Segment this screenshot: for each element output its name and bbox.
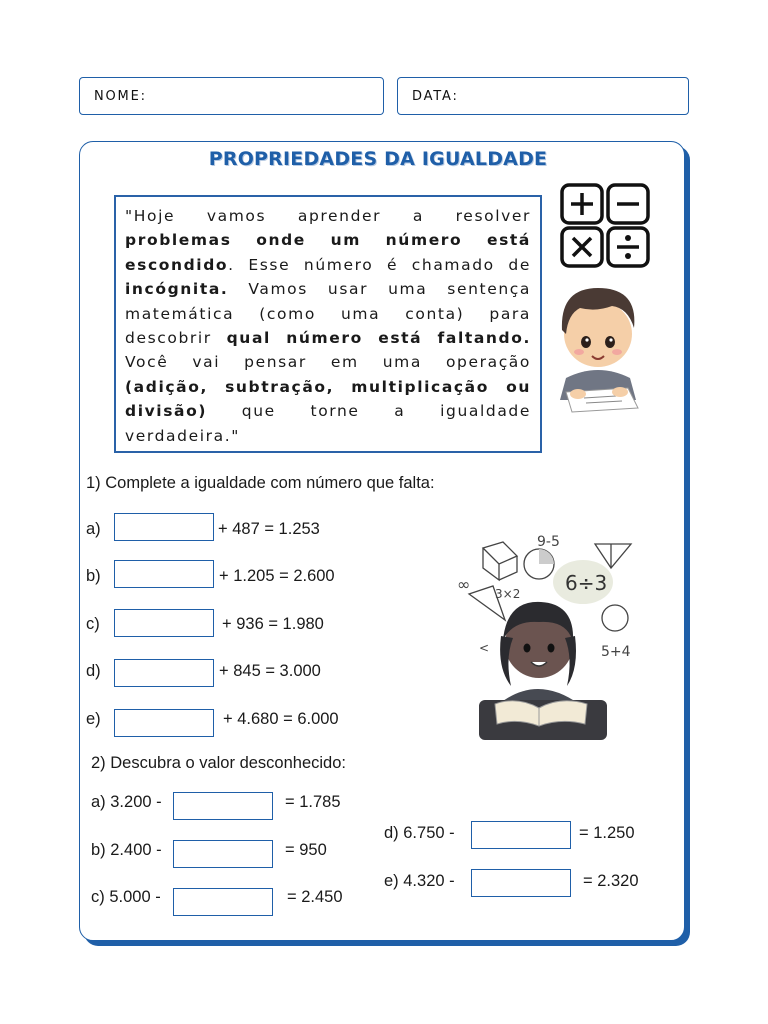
answer-2d-input[interactable] (471, 821, 571, 849)
boy-writing-illustration (552, 282, 644, 418)
answer-2a-input[interactable] (173, 792, 273, 820)
answer-2e-input[interactable] (471, 869, 571, 897)
item-1e-expression: + 4.680 = 6.000 (223, 710, 339, 728)
date-field[interactable]: DATA: (397, 77, 689, 115)
item-1d-expression: + 845 = 3.000 (219, 662, 321, 680)
girl-reading-illustration (455, 528, 641, 742)
page-title: PROPRIEDADES DA IGUALDADE (208, 148, 548, 170)
bubble-number-3: 5+4 (601, 644, 631, 660)
bubble-number-1: 9-5 (537, 534, 560, 550)
item-2c-result: = 2.450 (287, 888, 343, 906)
item-2c-prefix: c) 5.000 - (91, 888, 161, 906)
item-1c-expression: + 936 = 1.980 (222, 615, 324, 633)
item-1a-label: a) (86, 520, 101, 538)
item-1a-expression: + 487 = 1.253 (218, 520, 320, 538)
math-operations-icon (560, 183, 652, 269)
name-field[interactable]: NOME: (79, 77, 384, 115)
answer-2c-input[interactable] (173, 888, 273, 916)
question-1: 1) Complete a igualdade com número que falta: (86, 474, 435, 492)
item-2d-result: = 1.250 (579, 824, 635, 842)
answer-1e-input[interactable] (114, 709, 214, 737)
answer-1d-input[interactable] (114, 659, 214, 687)
item-1b-expression: + 1.205 = 2.600 (219, 567, 335, 585)
bubble-number-2: 3×2 (495, 587, 521, 601)
item-1e-label: e) (86, 710, 101, 728)
item-2a-prefix: a) 3.200 - (91, 793, 162, 811)
item-1b-label: b) (86, 567, 101, 585)
item-1c-label: c) (86, 615, 100, 633)
bubble-number-5: < (479, 641, 490, 655)
item-2a-result: = 1.785 (285, 793, 341, 811)
intro-text: "Hoje vamos aprender a resolver problemas onde um número está escondido. Esse número é chamado de incógnita. Vamos usar uma sentença matemática (como uma conta) para descobrir qual número está faltando. Você vai pensar em uma operação (adição, subtração, multiplicação ou divisão) que torne a igualdade verdadeira." (114, 195, 542, 453)
item-2b-result: = 950 (285, 841, 327, 859)
item-2e-result: = 2.320 (583, 872, 639, 890)
item-2d-prefix: d) 6.750 - (384, 824, 455, 842)
answer-1b-input[interactable] (114, 560, 214, 588)
answer-1a-input[interactable] (114, 513, 214, 541)
bubble-text: 6÷3 (565, 571, 608, 595)
item-2b-prefix: b) 2.400 - (91, 841, 162, 859)
question-2: 2) Descubra o valor desconhecido: (91, 754, 346, 772)
bubble-number-4: ∞ (457, 575, 471, 594)
answer-2b-input[interactable] (173, 840, 273, 868)
item-1d-label: d) (86, 662, 101, 680)
item-2e-prefix: e) 4.320 - (384, 872, 455, 890)
answer-1c-input[interactable] (114, 609, 214, 637)
